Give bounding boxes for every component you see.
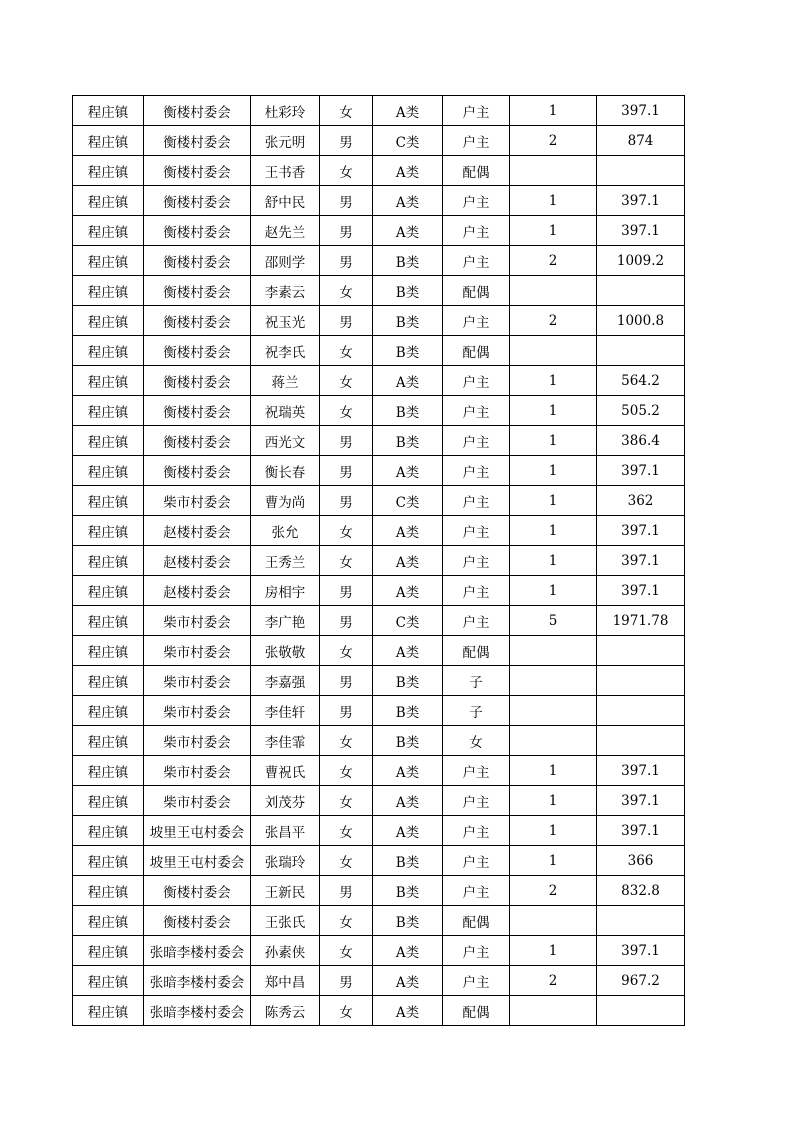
name-cell: 曹祝氏 [251, 756, 320, 786]
village-committee-cell: 衡楼村委会 [144, 216, 251, 246]
category-cell: A类 [373, 366, 443, 396]
category-cell: C类 [373, 606, 443, 636]
amount-cell: 967.2 [597, 966, 685, 996]
relation-cell: 女 [443, 726, 510, 756]
relation-cell: 户主 [443, 96, 510, 126]
relation-cell: 户主 [443, 186, 510, 216]
town-cell: 程庄镇 [73, 666, 144, 696]
village-committee-cell: 衡楼村委会 [144, 366, 251, 396]
relation-cell: 户主 [443, 756, 510, 786]
household-size-cell [510, 336, 597, 366]
village-committee-cell: 柴市村委会 [144, 756, 251, 786]
amount-cell: 397.1 [597, 96, 685, 126]
town-cell: 程庄镇 [73, 846, 144, 876]
village-committee-cell: 衡楼村委会 [144, 456, 251, 486]
category-cell: B类 [373, 906, 443, 936]
household-size-cell: 1 [510, 816, 597, 846]
amount-cell [597, 636, 685, 666]
category-cell: A类 [373, 156, 443, 186]
name-cell: 房相宇 [251, 576, 320, 606]
category-cell: A类 [373, 756, 443, 786]
relation-cell: 户主 [443, 816, 510, 846]
household-size-cell: 2 [510, 966, 597, 996]
relation-cell: 户主 [443, 966, 510, 996]
category-cell: C类 [373, 126, 443, 156]
household-size-cell: 2 [510, 306, 597, 336]
table-row [73, 606, 685, 636]
amount-cell: 362 [597, 486, 685, 516]
village-committee-cell: 赵楼村委会 [144, 576, 251, 606]
town-cell: 程庄镇 [73, 996, 144, 1026]
amount-cell: 397.1 [597, 186, 685, 216]
town-cell: 程庄镇 [73, 246, 144, 276]
town-cell: 程庄镇 [73, 696, 144, 726]
relation-cell: 户主 [443, 396, 510, 426]
household-size-cell: 1 [510, 456, 597, 486]
amount-cell [597, 156, 685, 186]
village-committee-cell: 衡楼村委会 [144, 306, 251, 336]
gender-cell: 男 [320, 666, 373, 696]
category-cell: A类 [373, 96, 443, 126]
relation-cell: 户主 [443, 516, 510, 546]
gender-cell: 男 [320, 186, 373, 216]
roster-table [72, 95, 685, 1026]
town-cell: 程庄镇 [73, 576, 144, 606]
category-cell: A类 [373, 936, 443, 966]
name-cell: 张允 [251, 516, 320, 546]
gender-cell: 男 [320, 216, 373, 246]
category-cell: B类 [373, 396, 443, 426]
household-size-cell: 1 [510, 936, 597, 966]
gender-cell: 女 [320, 786, 373, 816]
village-committee-cell: 柴市村委会 [144, 636, 251, 666]
village-committee-cell: 衡楼村委会 [144, 156, 251, 186]
amount-cell: 1000.8 [597, 306, 685, 336]
amount-cell [597, 906, 685, 936]
amount-cell: 832.8 [597, 876, 685, 906]
town-cell: 程庄镇 [73, 816, 144, 846]
household-size-cell [510, 156, 597, 186]
category-cell: B类 [373, 276, 443, 306]
relation-cell: 子 [443, 696, 510, 726]
table-row [73, 486, 685, 516]
relation-cell: 户主 [443, 486, 510, 516]
household-size-cell: 1 [510, 426, 597, 456]
relation-cell: 户主 [443, 606, 510, 636]
category-cell: A类 [373, 966, 443, 996]
name-cell: 李广艳 [251, 606, 320, 636]
table-row [73, 246, 685, 276]
amount-cell: 397.1 [597, 576, 685, 606]
table-row [73, 906, 685, 936]
village-committee-cell: 柴市村委会 [144, 606, 251, 636]
category-cell: B类 [373, 696, 443, 726]
name-cell: 衡长春 [251, 456, 320, 486]
household-size-cell: 1 [510, 96, 597, 126]
gender-cell: 女 [320, 276, 373, 306]
town-cell: 程庄镇 [73, 96, 144, 126]
category-cell: A类 [373, 456, 443, 486]
household-size-cell [510, 666, 597, 696]
town-cell: 程庄镇 [73, 636, 144, 666]
village-committee-cell: 赵楼村委会 [144, 546, 251, 576]
relation-cell: 配偶 [443, 336, 510, 366]
relation-cell: 户主 [443, 246, 510, 276]
name-cell: 孙素侠 [251, 936, 320, 966]
household-size-cell: 2 [510, 246, 597, 276]
table-row [73, 276, 685, 306]
category-cell: B类 [373, 336, 443, 366]
table-row [73, 126, 685, 156]
table-row [73, 756, 685, 786]
relation-cell: 配偶 [443, 156, 510, 186]
name-cell: 祝李氏 [251, 336, 320, 366]
household-size-cell: 1 [510, 576, 597, 606]
table-row [73, 996, 685, 1026]
relation-cell: 配偶 [443, 906, 510, 936]
relation-cell: 户主 [443, 366, 510, 396]
table-row [73, 306, 685, 336]
table-row [73, 936, 685, 966]
household-size-cell: 1 [510, 216, 597, 246]
village-committee-cell: 柴市村委会 [144, 726, 251, 756]
town-cell: 程庄镇 [73, 366, 144, 396]
town-cell: 程庄镇 [73, 906, 144, 936]
relation-cell: 户主 [443, 456, 510, 486]
name-cell: 张敬敬 [251, 636, 320, 666]
town-cell: 程庄镇 [73, 336, 144, 366]
gender-cell: 女 [320, 816, 373, 846]
amount-cell: 874 [597, 126, 685, 156]
amount-cell [597, 666, 685, 696]
town-cell: 程庄镇 [73, 936, 144, 966]
category-cell: A类 [373, 786, 443, 816]
table-row [73, 516, 685, 546]
gender-cell: 女 [320, 996, 373, 1026]
table-row [73, 96, 685, 126]
town-cell: 程庄镇 [73, 756, 144, 786]
relation-cell: 户主 [443, 126, 510, 156]
category-cell: A类 [373, 816, 443, 846]
town-cell: 程庄镇 [73, 966, 144, 996]
town-cell: 程庄镇 [73, 396, 144, 426]
village-committee-cell: 赵楼村委会 [144, 516, 251, 546]
village-committee-cell: 柴市村委会 [144, 786, 251, 816]
amount-cell: 397.1 [597, 786, 685, 816]
amount-cell: 366 [597, 846, 685, 876]
name-cell: 祝玉光 [251, 306, 320, 336]
table-row [73, 846, 685, 876]
town-cell: 程庄镇 [73, 786, 144, 816]
gender-cell: 男 [320, 246, 373, 276]
household-size-cell [510, 906, 597, 936]
village-committee-cell: 坡里王屯村委会 [144, 846, 251, 876]
amount-cell [597, 336, 685, 366]
category-cell: B类 [373, 876, 443, 906]
gender-cell: 男 [320, 606, 373, 636]
table-row [73, 576, 685, 606]
gender-cell: 男 [320, 426, 373, 456]
household-size-cell [510, 276, 597, 306]
name-cell: 李佳霏 [251, 726, 320, 756]
village-committee-cell: 衡楼村委会 [144, 96, 251, 126]
name-cell: 张瑞玲 [251, 846, 320, 876]
gender-cell: 女 [320, 516, 373, 546]
name-cell: 陈秀云 [251, 996, 320, 1026]
village-committee-cell: 衡楼村委会 [144, 906, 251, 936]
amount-cell [597, 276, 685, 306]
gender-cell: 女 [320, 96, 373, 126]
category-cell: A类 [373, 996, 443, 1026]
amount-cell: 1009.2 [597, 246, 685, 276]
gender-cell: 男 [320, 876, 373, 906]
table-row [73, 666, 685, 696]
village-committee-cell: 衡楼村委会 [144, 426, 251, 456]
village-committee-cell: 坡里王屯村委会 [144, 816, 251, 846]
town-cell: 程庄镇 [73, 546, 144, 576]
name-cell: 张昌平 [251, 816, 320, 846]
amount-cell: 397.1 [597, 756, 685, 786]
town-cell: 程庄镇 [73, 276, 144, 306]
town-cell: 程庄镇 [73, 306, 144, 336]
table-row [73, 786, 685, 816]
town-cell: 程庄镇 [73, 186, 144, 216]
roster-body [73, 96, 685, 1026]
gender-cell: 男 [320, 576, 373, 606]
table-row [73, 726, 685, 756]
table-row [73, 966, 685, 996]
category-cell: A类 [373, 576, 443, 606]
household-size-cell: 1 [510, 486, 597, 516]
table-row [73, 456, 685, 486]
village-committee-cell: 柴市村委会 [144, 696, 251, 726]
household-size-cell [510, 636, 597, 666]
amount-cell: 397.1 [597, 936, 685, 966]
amount-cell [597, 996, 685, 1026]
gender-cell: 女 [320, 396, 373, 426]
gender-cell: 女 [320, 636, 373, 666]
relation-cell: 户主 [443, 546, 510, 576]
table-row [73, 366, 685, 396]
village-committee-cell: 衡楼村委会 [144, 246, 251, 276]
name-cell: 王张氏 [251, 906, 320, 936]
category-cell: A类 [373, 546, 443, 576]
gender-cell: 女 [320, 846, 373, 876]
category-cell: C类 [373, 486, 443, 516]
town-cell: 程庄镇 [73, 456, 144, 486]
amount-cell: 397.1 [597, 456, 685, 486]
village-committee-cell: 柴市村委会 [144, 666, 251, 696]
relation-cell: 户主 [443, 786, 510, 816]
amount-cell: 505.2 [597, 396, 685, 426]
name-cell: 舒中民 [251, 186, 320, 216]
town-cell: 程庄镇 [73, 156, 144, 186]
name-cell: 杜彩玲 [251, 96, 320, 126]
name-cell: 王秀兰 [251, 546, 320, 576]
household-size-cell: 1 [510, 366, 597, 396]
town-cell: 程庄镇 [73, 486, 144, 516]
household-size-cell: 1 [510, 516, 597, 546]
table-row [73, 336, 685, 366]
household-size-cell: 5 [510, 606, 597, 636]
category-cell: B类 [373, 846, 443, 876]
town-cell: 程庄镇 [73, 516, 144, 546]
village-committee-cell: 衡楼村委会 [144, 876, 251, 906]
category-cell: B类 [373, 426, 443, 456]
household-size-cell: 1 [510, 396, 597, 426]
relation-cell: 户主 [443, 306, 510, 336]
gender-cell: 女 [320, 336, 373, 366]
category-cell: A类 [373, 186, 443, 216]
amount-cell: 397.1 [597, 516, 685, 546]
town-cell: 程庄镇 [73, 216, 144, 246]
amount-cell [597, 726, 685, 756]
household-size-cell: 1 [510, 846, 597, 876]
village-committee-cell: 衡楼村委会 [144, 186, 251, 216]
category-cell: A类 [373, 216, 443, 246]
amount-cell: 397.1 [597, 216, 685, 246]
table-row [73, 876, 685, 906]
amount-cell [597, 696, 685, 726]
relation-cell: 户主 [443, 846, 510, 876]
category-cell: B类 [373, 726, 443, 756]
household-size-cell: 1 [510, 786, 597, 816]
town-cell: 程庄镇 [73, 726, 144, 756]
name-cell: 李佳轩 [251, 696, 320, 726]
town-cell: 程庄镇 [73, 126, 144, 156]
amount-cell: 397.1 [597, 546, 685, 576]
table-row [73, 816, 685, 846]
name-cell: 邵则学 [251, 246, 320, 276]
village-committee-cell: 张暗李楼村委会 [144, 996, 251, 1026]
name-cell: 李嘉强 [251, 666, 320, 696]
village-committee-cell: 柴市村委会 [144, 486, 251, 516]
household-size-cell: 1 [510, 186, 597, 216]
village-committee-cell: 衡楼村委会 [144, 276, 251, 306]
name-cell: 王书香 [251, 156, 320, 186]
gender-cell: 女 [320, 726, 373, 756]
relation-cell: 配偶 [443, 996, 510, 1026]
gender-cell: 男 [320, 126, 373, 156]
name-cell: 王新民 [251, 876, 320, 906]
table-row [73, 636, 685, 666]
amount-cell: 397.1 [597, 816, 685, 846]
table-row [73, 546, 685, 576]
name-cell: 刘茂芬 [251, 786, 320, 816]
gender-cell: 女 [320, 756, 373, 786]
name-cell: 曹为尚 [251, 486, 320, 516]
table-row [73, 186, 685, 216]
gender-cell: 女 [320, 156, 373, 186]
household-size-cell: 2 [510, 876, 597, 906]
category-cell: A类 [373, 636, 443, 666]
village-committee-cell: 衡楼村委会 [144, 396, 251, 426]
name-cell: 赵先兰 [251, 216, 320, 246]
gender-cell: 女 [320, 936, 373, 966]
gender-cell: 女 [320, 366, 373, 396]
relation-cell: 户主 [443, 936, 510, 966]
relation-cell: 配偶 [443, 276, 510, 306]
relation-cell: 户主 [443, 216, 510, 246]
gender-cell: 男 [320, 456, 373, 486]
table-row [73, 426, 685, 456]
village-committee-cell: 衡楼村委会 [144, 126, 251, 156]
name-cell: 祝瑞英 [251, 396, 320, 426]
gender-cell: 女 [320, 906, 373, 936]
amount-cell: 564.2 [597, 366, 685, 396]
town-cell: 程庄镇 [73, 606, 144, 636]
name-cell: 张元明 [251, 126, 320, 156]
table-row [73, 696, 685, 726]
relation-cell: 子 [443, 666, 510, 696]
amount-cell: 386.4 [597, 426, 685, 456]
gender-cell: 男 [320, 696, 373, 726]
gender-cell: 男 [320, 486, 373, 516]
category-cell: B类 [373, 246, 443, 276]
name-cell: 郑中昌 [251, 966, 320, 996]
household-size-cell [510, 726, 597, 756]
town-cell: 程庄镇 [73, 876, 144, 906]
name-cell: 李素云 [251, 276, 320, 306]
name-cell: 西光文 [251, 426, 320, 456]
village-committee-cell: 衡楼村委会 [144, 336, 251, 366]
category-cell: B类 [373, 666, 443, 696]
relation-cell: 配偶 [443, 636, 510, 666]
relation-cell: 户主 [443, 876, 510, 906]
relation-cell: 户主 [443, 576, 510, 606]
household-size-cell: 1 [510, 756, 597, 786]
table-row [73, 216, 685, 246]
gender-cell: 男 [320, 306, 373, 336]
town-cell: 程庄镇 [73, 426, 144, 456]
gender-cell: 女 [320, 546, 373, 576]
table-row [73, 396, 685, 426]
category-cell: A类 [373, 516, 443, 546]
name-cell: 蒋兰 [251, 366, 320, 396]
amount-cell: 1971.78 [597, 606, 685, 636]
household-size-cell [510, 696, 597, 726]
household-size-cell: 1 [510, 546, 597, 576]
village-committee-cell: 张暗李楼村委会 [144, 936, 251, 966]
household-size-cell: 2 [510, 126, 597, 156]
table-row [73, 156, 685, 186]
village-committee-cell: 张暗李楼村委会 [144, 966, 251, 996]
gender-cell: 男 [320, 966, 373, 996]
household-size-cell [510, 996, 597, 1026]
relation-cell: 户主 [443, 426, 510, 456]
category-cell: B类 [373, 306, 443, 336]
